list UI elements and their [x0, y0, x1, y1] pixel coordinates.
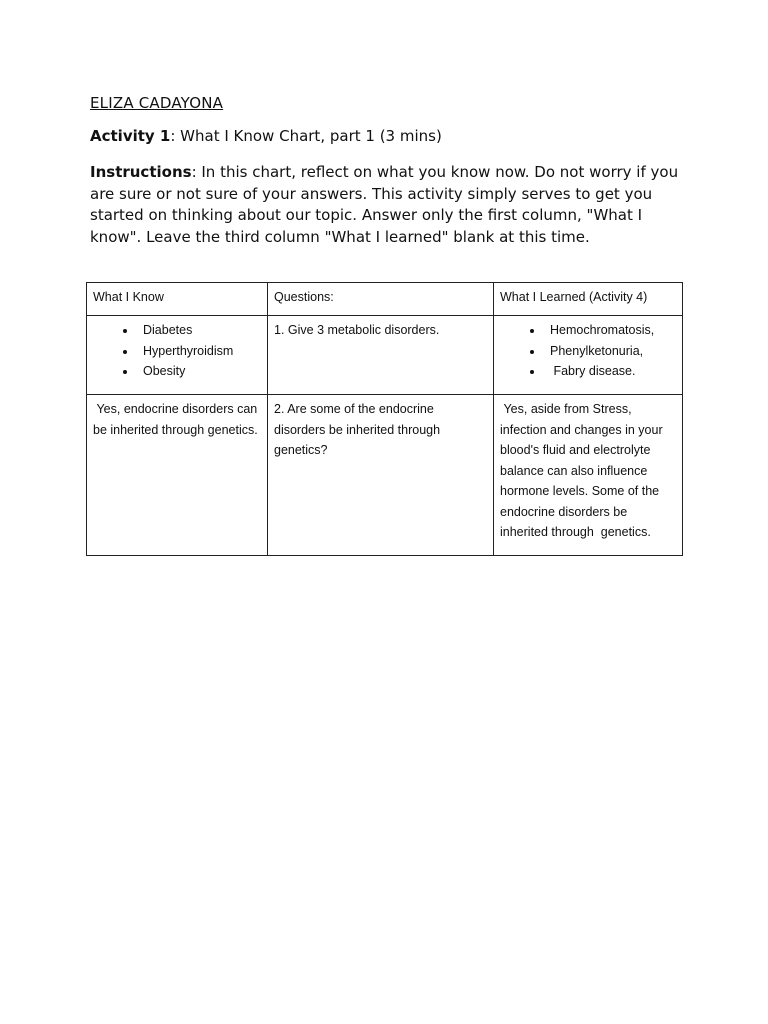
learned-cell-2: Yes, aside from Stress, infection and changes in your blood's fluid and electrolyte balance can also influence hormone levels. Some of the endocrine disorders be inherited through genetics. — [494, 395, 683, 556]
list-item: • Obesity — [137, 361, 261, 382]
activity-text: : What I Know Chart, part 1 (3 mins) — [170, 127, 442, 145]
table-row — [87, 316, 683, 395]
activity-heading — [90, 127, 442, 145]
list-item: • Diabetes — [137, 320, 261, 341]
list-item: • Phenylketonuria, — [544, 341, 676, 362]
list-item: • Fabry disease. — [544, 361, 676, 382]
activity-label: Activity 1 — [90, 127, 171, 145]
instructions-text: : In this chart, reflect on what you know now. Do not worry if you are sure or not sure of your answers. This activity simply serves to get you started on thinking about our topic. Answer only the first column, "What I know". Leave the third column "What I learned" blank at this time. — [90, 163, 679, 246]
question-cell-2: 2. Are some of the endocrine disorders be inherited through genetics? — [268, 395, 494, 556]
question-cell-1: 1. Give 3 metabolic disorders. — [268, 316, 494, 395]
know-cell-1 — [87, 316, 268, 395]
student-name: ELIZA CADAYONA — [90, 94, 224, 112]
table-header-row — [87, 283, 683, 316]
learned-cell-1 — [494, 316, 683, 395]
instructions-paragraph — [90, 162, 690, 248]
header-what-i-learned: What I Learned (Activity 4) — [494, 283, 683, 316]
table-row — [87, 395, 683, 556]
header-what-i-know: What I Know — [87, 283, 268, 316]
learned-list — [500, 320, 676, 382]
kwl-chart-table — [86, 282, 683, 556]
list-item: • Hyperthyroidism — [137, 341, 261, 362]
instructions-label: Instructions — [90, 163, 192, 181]
know-list — [93, 320, 261, 382]
list-item: • Hemochromatosis, — [544, 320, 676, 341]
header-questions: Questions: — [268, 283, 494, 316]
know-cell-2: Yes, endocrine disorders can be inherited through genetics. — [87, 395, 268, 556]
